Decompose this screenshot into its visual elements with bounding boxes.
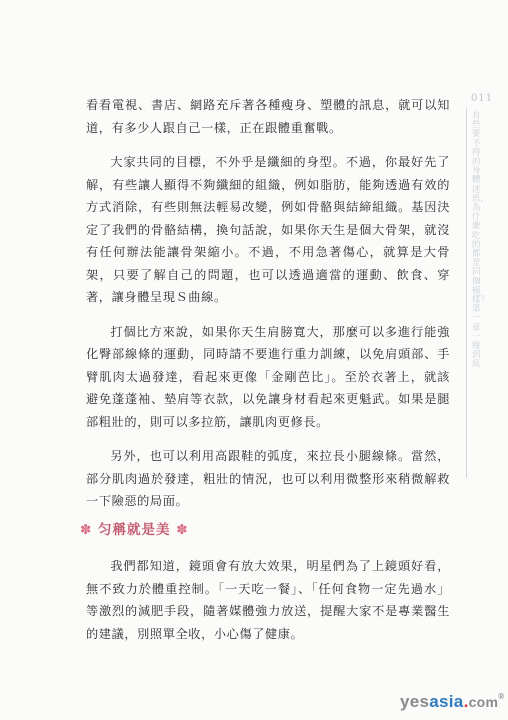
paragraph-1: 看看電視、書店、網路充斥著各種瘦身、塑體的訊息，就可以知道，有多少人跟自己一樣，正在跟體重奮戰。 — [86, 98, 450, 135]
asterisk-icon: ✽ — [176, 521, 189, 538]
section-heading-text: 匀稱就是美 — [98, 521, 171, 538]
paragraph-5: 我們都知道，鏡頭會有放大效果，明星們為了上鏡頭好看，無不致力於體重控制。「一天吃一餐」、「任何食物一定先過水」等激烈的減肥手段，隨著媒體強力放送，提醒大家不是專業醫生的建議，別照單全收，小心傷了健康。 — [86, 559, 450, 641]
section-heading — [80, 519, 450, 542]
running-head: 有些要不得的身體迷思，為什麼吃的都是同個模樣？ 第一章 一瘦到底 — [472, 111, 490, 370]
paragraph-2: 大家共同的目標，不外乎是纖細的身型。不過，你最好先了解，有些讓人顯得不夠纖細的組織，例如脂肪，能夠透過有效的方式消除，有些則無法輕易改變，例如骨骼與結締組織。基因決定了我們的骨骼結構，換句話說，如果你天生是個大骨架，就沒有任何辦法能讓骨架縮小。不過，不用急著傷心，就算是大骨架，只要了解自己的問題，也可以透過適當的運動、飲食、穿著，讓身體呈現Ｓ曲線。 — [86, 155, 450, 304]
side-rule-divider — [466, 108, 467, 478]
asterisk-icon: ✽ — [80, 521, 93, 538]
body-text — [80, 94, 450, 657]
page-number: 011 — [471, 93, 494, 104]
paragraph-4: 另外，也可以利用高跟鞋的弧度，來拉長小腿線條。當然，部分肌肉過於發達，粗壯的情況，也可以利用微整形來稍微解救一下險惡的局面。 — [86, 449, 450, 508]
yesasia-watermark-logo: yesasia.com® — [400, 692, 505, 711]
paragraph-3: 打個比方來說，如果你天生肩膀寬大，那麼可以多進行能強化臀部線條的運動，同時請不要進行重力訓練，以免肩頭部、手臂肌肉太過發達，看起來更像「金剛芭比」。至於衣著上，就該避免蓬蓬袖、墊肩等衣款，以免讓身材看起來更魁武。如果是腿部粗壯的，則可以多拉筋，讓肌肉更修長。 — [86, 324, 450, 429]
